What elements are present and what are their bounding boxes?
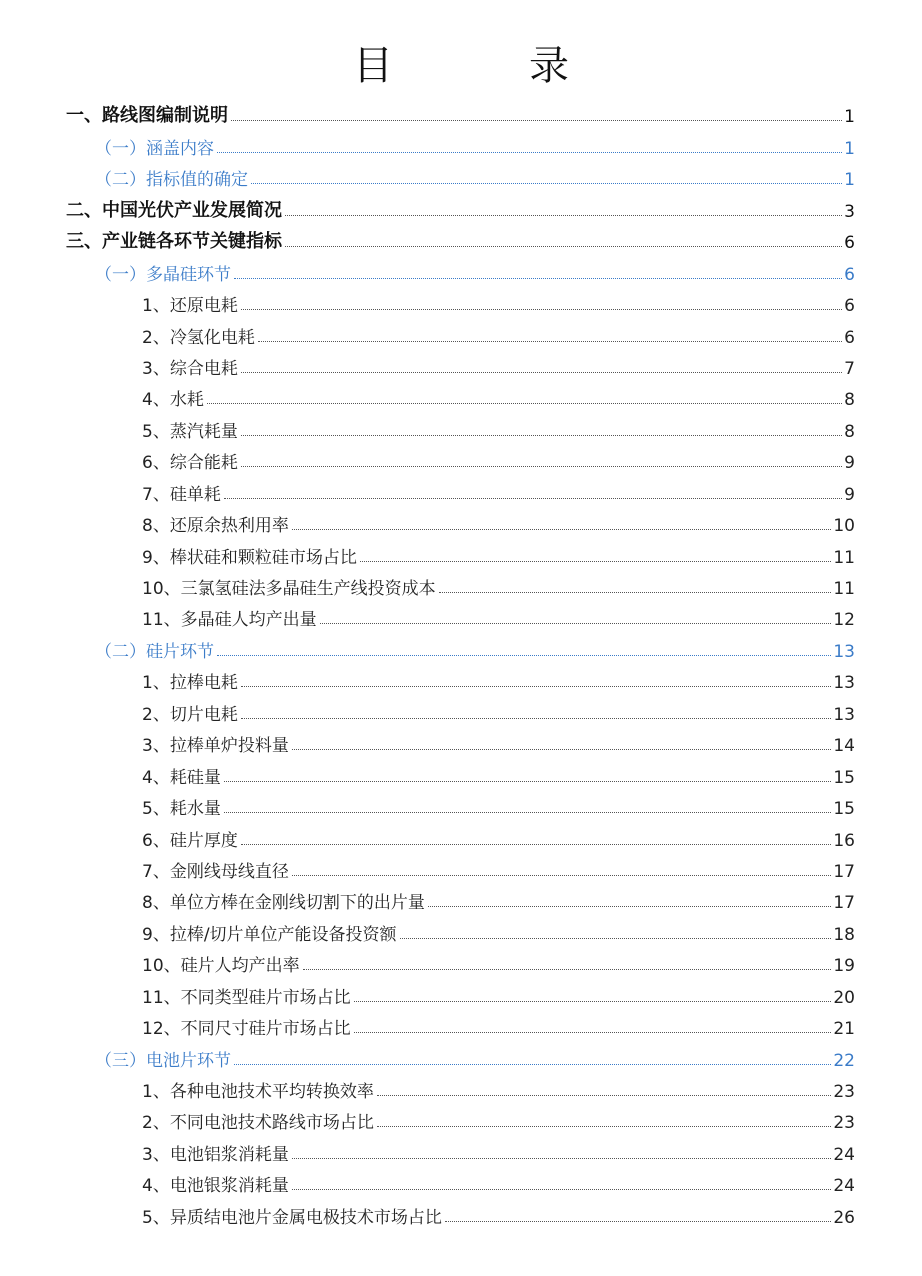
dot-leader — [377, 1095, 832, 1096]
toc-entry-label: 2、切片电耗 — [142, 704, 238, 725]
toc-entry[interactable] — [0, 508, 922, 539]
toc-entry-page-number: 24 — [833, 1176, 855, 1197]
toc-entry-page-number: 17 — [833, 861, 855, 882]
dot-leader — [224, 812, 832, 813]
toc-entry-label: 5、耗水量 — [142, 799, 221, 820]
toc-entry[interactable] — [0, 979, 922, 1010]
toc-entry[interactable] — [0, 728, 922, 759]
toc-entry-page-number: 1 — [844, 107, 855, 128]
dot-leader — [445, 1221, 832, 1222]
dot-leader — [428, 906, 832, 907]
dot-leader — [292, 1189, 832, 1190]
toc-entry[interactable] — [0, 602, 922, 633]
toc-entry-label: 8、还原余热利用率 — [142, 516, 289, 537]
toc-entry-label: 2、不同电池技术路线市场占比 — [142, 1113, 374, 1134]
dot-leader — [303, 969, 832, 970]
dot-leader — [292, 875, 832, 876]
toc-entry-label: 三、产业链各环节关键指标 — [66, 231, 282, 253]
toc-entry[interactable] — [0, 916, 922, 947]
toc-entry-label: （一）多晶硅环节 — [95, 264, 231, 285]
toc-entry-label: 5、异质结电池片金属电极技术市场占比 — [142, 1207, 442, 1228]
toc-entry[interactable] — [0, 382, 922, 413]
toc-entry-label: 1、各种电池技术平均转换效率 — [142, 1082, 374, 1102]
toc-entry-page-number: 23 — [833, 1082, 855, 1102]
toc-entry-page-number: 8 — [844, 390, 855, 411]
toc-entry[interactable] — [0, 1011, 922, 1042]
toc-entry-page-number: 6 — [844, 296, 855, 317]
dot-leader — [285, 246, 842, 247]
toc-entry-page-number: 13 — [833, 641, 855, 662]
toc-entry[interactable] — [0, 319, 922, 350]
toc-entry[interactable] — [0, 130, 922, 161]
toc-entry-page-number: 18 — [833, 924, 855, 945]
toc-entry-label: 2、冷氢化电耗 — [142, 327, 255, 348]
toc-entry-label: 9、棒状硅和颗粒硅市场占比 — [142, 547, 357, 568]
toc-entry-page-number: 9 — [844, 484, 855, 505]
toc-entry-label: 9、拉棒/切片单位产能设备投资额 — [142, 924, 397, 945]
toc-entry-label: 3、拉棒单炉投料量 — [142, 736, 289, 757]
toc-entry-label: （一）涵盖内容 — [95, 138, 214, 159]
toc-entry-label: 7、硅单耗 — [142, 484, 221, 505]
toc-entry-page-number: 21 — [833, 1019, 855, 1040]
toc-entry-label: 11、多晶硅人均产出量 — [142, 610, 317, 631]
toc-entry-page-number: 26 — [833, 1207, 855, 1228]
toc-entry-label: （三）电池片环节 — [95, 1050, 231, 1071]
dot-leader — [224, 781, 832, 782]
dot-leader — [234, 278, 842, 279]
toc-entry-page-number: 13 — [833, 704, 855, 725]
dot-leader — [320, 623, 832, 624]
dot-leader — [241, 466, 842, 467]
toc-entry-label: 一、路线图编制说明 — [66, 105, 228, 127]
toc-entry-label: 7、金刚线母线直径 — [142, 861, 289, 882]
toc-entry-page-number: 10 — [833, 516, 855, 537]
toc-entry-page-number: 9 — [844, 453, 855, 474]
toc-entry-page-number: 20 — [833, 987, 855, 1008]
toc-entry[interactable] — [0, 854, 922, 885]
dot-leader — [231, 120, 842, 121]
dot-leader — [360, 561, 832, 562]
toc-entry[interactable] — [0, 225, 922, 256]
toc-entry[interactable] — [0, 351, 922, 382]
toc-entry[interactable] — [0, 445, 922, 476]
toc-entry-label: 12、不同尺寸硅片市场占比 — [142, 1019, 351, 1040]
toc-entry-page-number: 14 — [833, 736, 855, 757]
dot-leader — [292, 529, 832, 530]
toc-entry-label: （二）指标值的确定 — [95, 170, 248, 191]
toc-entry-label: 4、电池银浆消耗量 — [142, 1176, 289, 1197]
dot-leader — [292, 1158, 832, 1159]
dot-leader — [241, 435, 842, 436]
dot-leader — [241, 309, 842, 310]
toc-entry-page-number: 6 — [844, 327, 855, 348]
toc-entry[interactable] — [0, 948, 922, 979]
toc-entry-page-number: 11 — [833, 579, 855, 599]
toc-entry[interactable] — [0, 476, 922, 507]
page-title: 目 录 — [353, 43, 617, 89]
toc-entry[interactable] — [0, 288, 922, 319]
toc-entry-page-number: 1 — [844, 170, 855, 191]
toc-entry[interactable] — [0, 99, 922, 130]
toc-entry-page-number: 6 — [844, 233, 855, 254]
toc-entry-label: 5、蒸汽耗量 — [142, 421, 238, 442]
toc-entry[interactable] — [0, 256, 922, 287]
dot-leader — [258, 341, 842, 342]
toc-entry-page-number: 16 — [833, 830, 855, 851]
toc-entry[interactable] — [0, 696, 922, 727]
toc-entry-page-number: 19 — [833, 956, 855, 977]
dot-leader — [241, 844, 832, 845]
toc-entry[interactable] — [0, 1074, 922, 1105]
toc-entry[interactable] — [0, 759, 922, 790]
toc-entry[interactable] — [0, 885, 922, 916]
toc-entry-page-number: 13 — [833, 673, 855, 694]
toc-entry-page-number: 11 — [833, 547, 855, 568]
toc-entry-label: 4、耗硅量 — [142, 767, 221, 788]
toc-entry-label: 6、综合能耗 — [142, 453, 238, 474]
toc-entry-label: 10、硅片人均产出率 — [142, 956, 300, 977]
toc-entry-page-number: 12 — [833, 610, 855, 631]
toc-entry-label: 3、电池铝浆消耗量 — [142, 1144, 289, 1165]
dot-leader — [400, 938, 832, 939]
dot-leader — [354, 1032, 832, 1033]
toc-entry[interactable] — [0, 791, 922, 822]
toc-entry-page-number: 24 — [833, 1144, 855, 1165]
dot-leader — [377, 1126, 832, 1127]
toc-entry-label: 3、综合电耗 — [142, 358, 238, 379]
toc-entry[interactable] — [0, 193, 922, 224]
toc-entry-label: 4、水耗 — [142, 390, 204, 411]
dot-leader — [285, 215, 842, 216]
toc-entry-label: 11、不同类型硅片市场占比 — [142, 987, 351, 1008]
dot-leader — [241, 718, 832, 719]
toc-entry[interactable] — [0, 822, 922, 853]
dot-leader — [292, 749, 832, 750]
toc-entry-page-number: 23 — [833, 1113, 855, 1134]
toc-entry-label: 1、拉棒电耗 — [142, 673, 238, 694]
toc-entry[interactable] — [0, 162, 922, 193]
toc-entry-page-number: 8 — [844, 421, 855, 442]
toc-entry-page-number: 15 — [833, 767, 855, 788]
toc-entry-label: 6、硅片厚度 — [142, 830, 238, 851]
dot-leader — [224, 498, 842, 499]
dot-leader — [241, 686, 832, 687]
toc-entry[interactable] — [0, 1199, 922, 1230]
toc-entry[interactable] — [0, 539, 922, 570]
toc-entry[interactable] — [0, 1168, 922, 1199]
toc-entry-label: 8、单位方棒在金刚线切割下的出片量 — [142, 893, 425, 914]
toc-entry[interactable] — [0, 665, 922, 696]
toc-entry-page-number: 6 — [844, 264, 855, 285]
toc-entry[interactable] — [0, 413, 922, 444]
dot-leader — [207, 403, 842, 404]
dot-leader — [234, 1064, 831, 1065]
dot-leader — [251, 183, 842, 184]
table-of-contents — [0, 99, 922, 1231]
toc-entry-label: 二、中国光伏产业发展简况 — [66, 199, 282, 221]
toc-entry-page-number: 22 — [833, 1050, 855, 1071]
dot-leader — [354, 1001, 832, 1002]
toc-entry-page-number: 17 — [833, 893, 855, 914]
dot-leader — [241, 372, 842, 373]
toc-entry[interactable] — [0, 1042, 922, 1073]
toc-entry[interactable] — [0, 1136, 922, 1167]
toc-entry[interactable] — [0, 633, 922, 664]
toc-entry-label: 10、三氯氢硅法多晶硅生产线投资成本 — [142, 579, 436, 599]
toc-entry-label: 1、还原电耗 — [142, 296, 238, 317]
toc-entry-page-number: 1 — [844, 138, 855, 159]
toc-entry-label: （二）硅片环节 — [95, 641, 214, 662]
toc-entry[interactable] — [0, 1105, 922, 1136]
dot-leader — [217, 655, 831, 656]
toc-entry-page-number: 3 — [844, 201, 855, 222]
dot-leader — [217, 152, 842, 153]
toc-entry-page-number: 7 — [844, 358, 855, 379]
toc-entry[interactable] — [0, 571, 922, 602]
toc-entry-page-number: 15 — [833, 799, 855, 820]
dot-leader — [439, 592, 832, 593]
